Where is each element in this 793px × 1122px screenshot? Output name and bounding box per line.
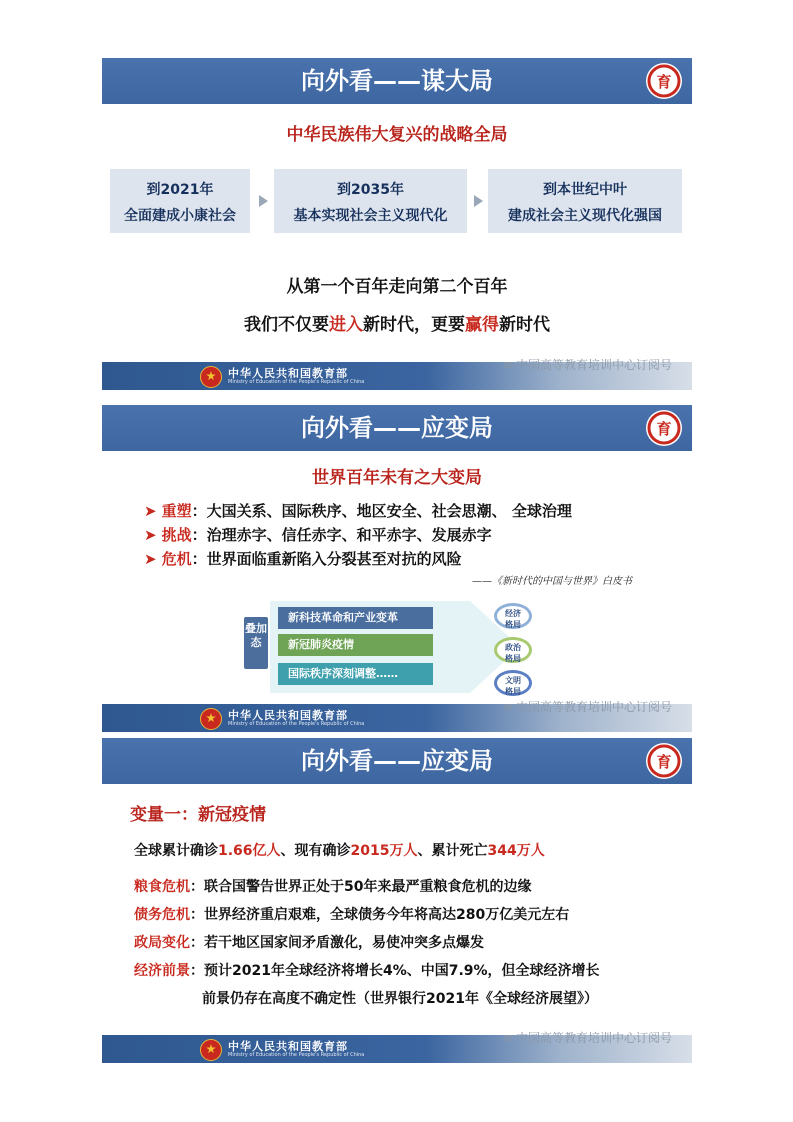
oval-economic-pattern: 经济 格局 — [494, 603, 532, 629]
stage-goal: 建成社会主义现代化强国 — [508, 208, 662, 224]
item-food-crisis: 粮食危机：联合国警告世界正处于50年来最严重粮食危机的边缘 — [134, 879, 532, 895]
superposition-label: 叠加态 — [244, 617, 268, 669]
ministry-name-en: Ministry of Education of the People's Republic of China — [228, 1052, 365, 1058]
stage-goal: 基本实现社会主义现代化 — [293, 208, 448, 224]
stage-2035 — [274, 169, 467, 233]
title-bar — [102, 738, 692, 784]
bullet-arrow-icon: ➤ — [144, 550, 157, 568]
ministry-name-en: Ministry of Education of the People's Republic of China — [228, 379, 365, 385]
diagram-bar-order: 国际秩序深刻调整…… — [278, 663, 433, 685]
title-bar — [102, 58, 692, 104]
stage-goal: 全面建成小康社会 — [124, 208, 236, 224]
source-citation: ——《新时代的中国与世界》白皮书 — [472, 576, 632, 587]
training-center-logo-icon — [646, 63, 682, 99]
footer-bar — [102, 1031, 692, 1063]
watermark: ✉ 中国高等教育培训中心订阅号 — [503, 358, 672, 372]
ministry-name: 中华人民共和国教育部 — [228, 367, 348, 380]
svg-text:育: 育 — [656, 73, 672, 91]
title-bar — [102, 405, 692, 451]
footer-bar — [102, 700, 692, 732]
wechat-icon: ✉ — [503, 359, 513, 372]
economic-outlook-continuation: 前景仍存在高度不确定性（世界银行2021年《全球经济展望》） — [202, 991, 598, 1007]
diagram-bar-pandemic: 新冠肺炎疫情 — [278, 634, 433, 656]
wechat-icon: ✉ — [503, 1032, 513, 1045]
watermark: ✉ 中国高等教育培训中心订阅号 — [503, 700, 672, 714]
ministry-name-en: Ministry of Education of the People's Republic of China — [228, 721, 365, 727]
slide-subtitle: 世界百年未有之大变局 — [312, 468, 482, 488]
stage-year: 到2021年 — [146, 182, 214, 198]
national-emblem-icon — [200, 708, 222, 730]
oval-civilization-pattern: 文明 格局 — [494, 670, 532, 696]
stage-year: 到2035年 — [337, 182, 404, 198]
stage-mid-century — [488, 169, 682, 233]
slide-title: 向外看——应变局 — [301, 414, 493, 442]
covid-stats: 全球累计确诊1.66亿人、现有确诊2015万人、累计死亡344万人 — [134, 843, 545, 859]
item-political-change: 政局变化：若干地区国家间矛盾激化，易使冲突多点爆发 — [134, 935, 484, 951]
footer-bar — [102, 358, 692, 390]
svg-text:育: 育 — [656, 753, 672, 771]
training-center-logo-icon — [646, 743, 682, 779]
slide-strategic-overview — [102, 58, 692, 390]
wechat-icon: ✉ — [503, 701, 513, 714]
stage-year: 到本世纪中叶 — [543, 182, 627, 198]
watermark: ✉ 中国高等教育培训中心订阅号 — [503, 1031, 672, 1045]
slide-covid-variable — [102, 738, 692, 1063]
training-center-logo-icon — [646, 410, 682, 446]
ministry-name: 中华人民共和国教育部 — [228, 1040, 348, 1053]
variable-heading: 变量一：新冠疫情 — [130, 805, 266, 825]
bullet-reshape: ➤ 重塑：大国关系、国际秩序、地区安全、社会思潮、 全球治理 — [144, 502, 572, 520]
slide-title: 向外看——谋大局 — [301, 67, 493, 95]
oval-political-pattern: 政治 格局 — [494, 637, 532, 663]
national-emblem-icon — [200, 1039, 222, 1061]
slide-title: 向外看——应变局 — [301, 747, 493, 775]
bullet-arrow-icon: ➤ — [144, 526, 157, 544]
item-debt-crisis: 债务危机：世界经济重启艰难，全球债务今年将高达280万亿美元左右 — [134, 907, 570, 923]
bullet-arrow-icon: ➤ — [144, 502, 157, 520]
ministry-name: 中华人民共和国教育部 — [228, 709, 348, 722]
national-emblem-icon — [200, 366, 222, 388]
diagram-bar-tech: 新科技革命和产业变革 — [278, 607, 433, 629]
centenary-line: 从第一个百年走向第二个百年 — [286, 277, 508, 297]
bullet-challenge: ➤ 挑战：治理赤字、信任赤字、和平赤字、发展赤字 — [144, 526, 492, 544]
arrow-right-icon — [474, 195, 483, 207]
new-era-line: 我们不仅要进入新时代，更要赢得新时代 — [244, 315, 550, 335]
bullet-crisis: ➤ 危机：世界面临重新陷入分裂甚至对抗的风险 — [144, 550, 462, 568]
arrow-right-icon — [259, 195, 268, 207]
item-economic-outlook: 经济前景：预计2021年全球经济将增长4%、中国7.9%，但全球经济增长 — [134, 963, 600, 979]
slide-subtitle: 中华民族伟大复兴的战略全局 — [286, 125, 508, 145]
stage-2021 — [110, 169, 250, 233]
svg-text:育: 育 — [656, 420, 672, 438]
slide-great-changes — [102, 405, 692, 732]
